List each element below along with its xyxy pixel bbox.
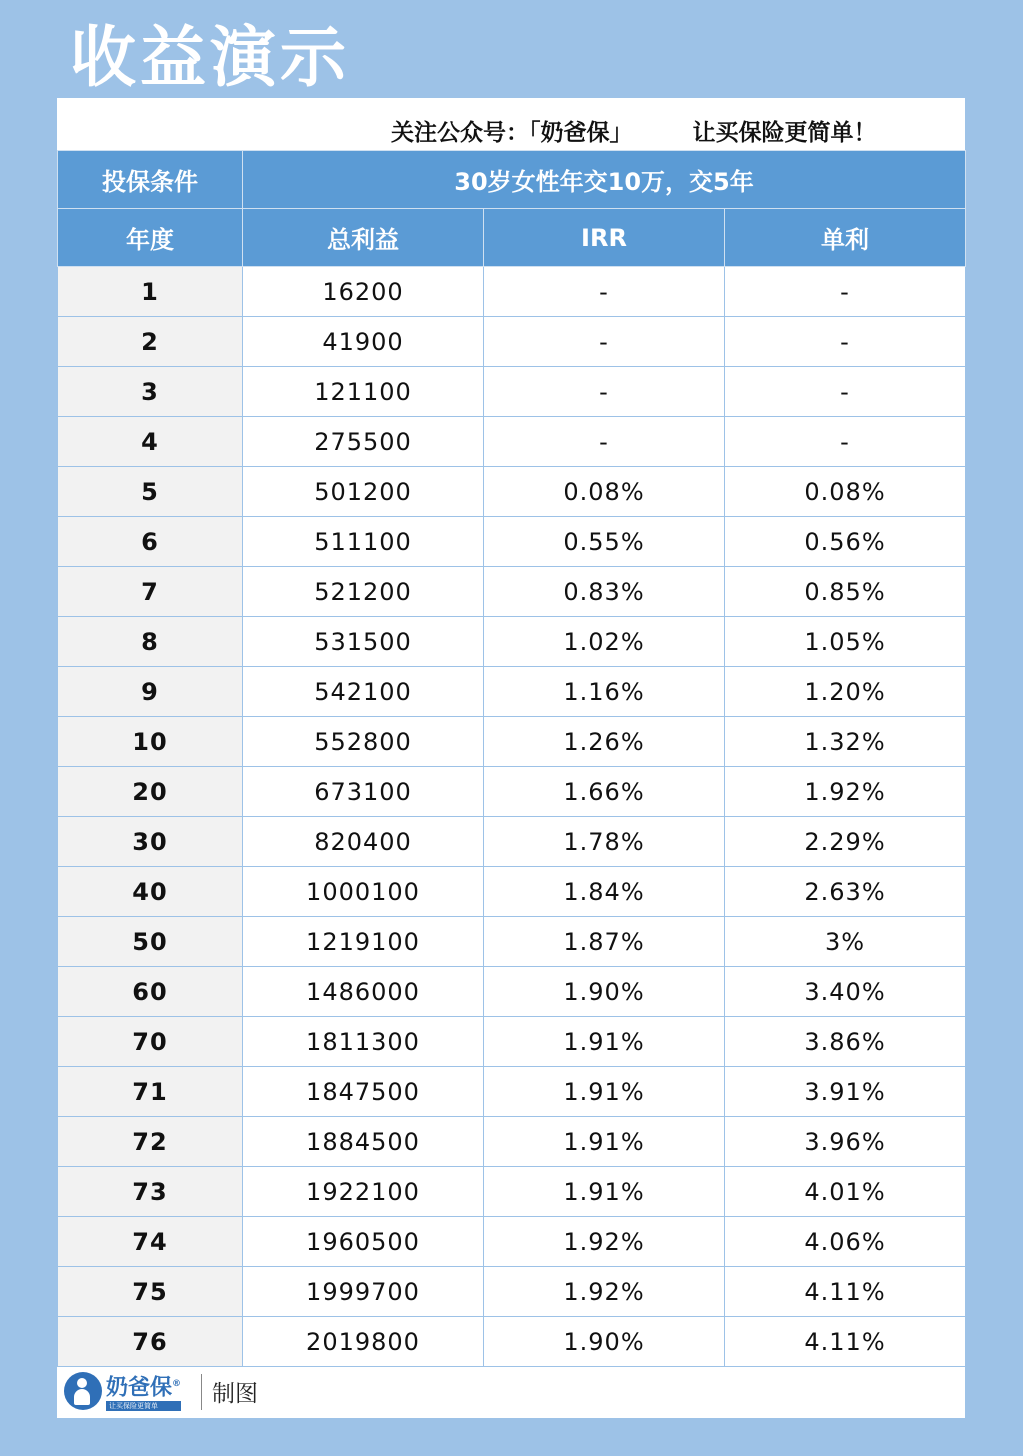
irr-cell: 0.08%: [484, 467, 725, 517]
year-cell: 2: [58, 317, 243, 367]
irr-cell: 0.83%: [484, 567, 725, 617]
total-benefit-cell: 542100: [243, 667, 484, 717]
simple-interest-cell: 3.86%: [725, 1017, 966, 1067]
year-cell: 73: [58, 1167, 243, 1217]
motto-text: 让买保险更简单！: [692, 120, 877, 146]
year-cell: 75: [58, 1267, 243, 1317]
irr-cell: 1.84%: [484, 867, 725, 917]
footer: [57, 1365, 965, 1418]
simple-interest-cell: 4.11%: [725, 1267, 966, 1317]
simple-interest-cell: 3.40%: [725, 967, 966, 1017]
simple-interest-cell: -: [725, 367, 966, 417]
table-row: [58, 467, 966, 517]
total-benefit-cell: 1000100: [243, 867, 484, 917]
table-row: [58, 417, 966, 467]
year-cell: 76: [58, 1317, 243, 1367]
simple-interest-cell: -: [725, 267, 966, 317]
year-cell: 70: [58, 1017, 243, 1067]
total-benefit-cell: 511100: [243, 517, 484, 567]
table-row: [58, 267, 966, 317]
total-benefit-cell: 1219100: [243, 917, 484, 967]
irr-cell: 1.91%: [484, 1167, 725, 1217]
column-header-simple-interest: 单利: [725, 209, 966, 267]
condition-value: 30岁女性年交10万，交5年: [243, 151, 966, 209]
total-benefit-cell: 820400: [243, 817, 484, 867]
year-cell: 3: [58, 367, 243, 417]
year-cell: 50: [58, 917, 243, 967]
total-benefit-cell: 16200: [243, 267, 484, 317]
total-benefit-cell: 521200: [243, 567, 484, 617]
irr-cell: 1.90%: [484, 1317, 725, 1367]
irr-cell: -: [484, 417, 725, 467]
table-row: [58, 967, 966, 1017]
total-benefit-cell: 275500: [243, 417, 484, 467]
simple-interest-cell: 3.96%: [725, 1117, 966, 1167]
total-benefit-cell: 1486000: [243, 967, 484, 1017]
table-row: [58, 667, 966, 717]
irr-cell: 1.91%: [484, 1067, 725, 1117]
irr-cell: 1.16%: [484, 667, 725, 717]
total-benefit-cell: 1811300: [243, 1017, 484, 1067]
simple-interest-cell: 1.92%: [725, 767, 966, 817]
simple-interest-cell: 4.11%: [725, 1317, 966, 1367]
simple-interest-cell: 1.20%: [725, 667, 966, 717]
table-row: [58, 917, 966, 967]
irr-cell: 1.92%: [484, 1267, 725, 1317]
irr-cell: 1.26%: [484, 717, 725, 767]
table-row: [58, 1117, 966, 1167]
year-cell: 8: [58, 617, 243, 667]
simple-interest-cell: 0.56%: [725, 517, 966, 567]
header-row: [58, 209, 966, 267]
table-row: [58, 1017, 966, 1067]
year-cell: 40: [58, 867, 243, 917]
year-cell: 10: [58, 717, 243, 767]
simple-interest-cell: 2.29%: [725, 817, 966, 867]
year-cell: 71: [58, 1067, 243, 1117]
year-cell: 5: [58, 467, 243, 517]
table-row: [58, 1317, 966, 1367]
irr-cell: 1.91%: [484, 1117, 725, 1167]
table-body: [58, 267, 966, 1367]
condition-row: [58, 151, 966, 209]
total-benefit-cell: 41900: [243, 317, 484, 367]
table-row: [58, 617, 966, 667]
year-cell: 74: [58, 1217, 243, 1267]
total-benefit-cell: 1847500: [243, 1067, 484, 1117]
total-benefit-cell: 1922100: [243, 1167, 484, 1217]
irr-cell: 0.55%: [484, 517, 725, 567]
simple-interest-cell: 0.08%: [725, 467, 966, 517]
slogan: [391, 114, 877, 147]
table-row: [58, 867, 966, 917]
table-row: [58, 367, 966, 417]
logo-tagline: 让买保险更简单: [106, 1401, 181, 1411]
irr-cell: 1.02%: [484, 617, 725, 667]
irr-cell: 1.78%: [484, 817, 725, 867]
irr-cell: -: [484, 317, 725, 367]
irr-cell: -: [484, 267, 725, 317]
total-benefit-cell: 1960500: [243, 1217, 484, 1267]
simple-interest-cell: 1.32%: [725, 717, 966, 767]
irr-cell: 1.66%: [484, 767, 725, 817]
irr-cell: 1.91%: [484, 1017, 725, 1067]
follow-text: 关注公众号：「奶爸保」: [391, 120, 633, 146]
total-benefit-cell: 552800: [243, 717, 484, 767]
total-benefit-cell: 1884500: [243, 1117, 484, 1167]
table-row: [58, 317, 966, 367]
total-benefit-cell: 2019800: [243, 1317, 484, 1367]
table-row: [58, 567, 966, 617]
simple-interest-cell: 3.91%: [725, 1067, 966, 1117]
simple-interest-cell: 3%: [725, 917, 966, 967]
logo-name: 奶爸保®: [106, 1375, 182, 1401]
column-header-total-benefit: 总利益: [243, 209, 484, 267]
year-cell: 7: [58, 567, 243, 617]
irr-cell: 1.87%: [484, 917, 725, 967]
simple-interest-cell: 1.05%: [725, 617, 966, 667]
table-row: [58, 1067, 966, 1117]
irr-cell: -: [484, 367, 725, 417]
simple-interest-cell: 0.85%: [725, 567, 966, 617]
table-row: [58, 767, 966, 817]
table-row: [58, 1217, 966, 1267]
simple-interest-cell: 4.01%: [725, 1167, 966, 1217]
total-benefit-cell: 1999700: [243, 1267, 484, 1317]
simple-interest-cell: -: [725, 417, 966, 467]
table-row: [58, 817, 966, 867]
table-row: [58, 1267, 966, 1317]
year-cell: 4: [58, 417, 243, 467]
table-row: [58, 1167, 966, 1217]
simple-interest-cell: 2.63%: [725, 867, 966, 917]
year-cell: 30: [58, 817, 243, 867]
total-benefit-cell: 121100: [243, 367, 484, 417]
credit-text: 制图: [212, 1381, 259, 1407]
table-row: [58, 517, 966, 567]
year-cell: 9: [58, 667, 243, 717]
condition-label: 投保条件: [58, 151, 243, 209]
footer-divider: [201, 1374, 202, 1410]
page-title: 收益演示: [70, 19, 350, 96]
year-cell: 72: [58, 1117, 243, 1167]
total-benefit-cell: 531500: [243, 617, 484, 667]
table-row: [58, 717, 966, 767]
year-cell: 60: [58, 967, 243, 1017]
total-benefit-cell: 673100: [243, 767, 484, 817]
irr-cell: 1.92%: [484, 1217, 725, 1267]
simple-interest-cell: -: [725, 317, 966, 367]
table-sheet: [57, 98, 965, 1418]
column-header-year: 年度: [58, 209, 243, 267]
return-table: [57, 150, 966, 1367]
column-header-irr: IRR: [484, 209, 725, 267]
irr-cell: 1.90%: [484, 967, 725, 1017]
parent-child-icon: [64, 1372, 102, 1410]
year-cell: 1: [58, 267, 243, 317]
brand-logo: [64, 1372, 181, 1411]
total-benefit-cell: 501200: [243, 467, 484, 517]
year-cell: 6: [58, 517, 243, 567]
year-cell: 20: [58, 767, 243, 817]
simple-interest-cell: 4.06%: [725, 1217, 966, 1267]
